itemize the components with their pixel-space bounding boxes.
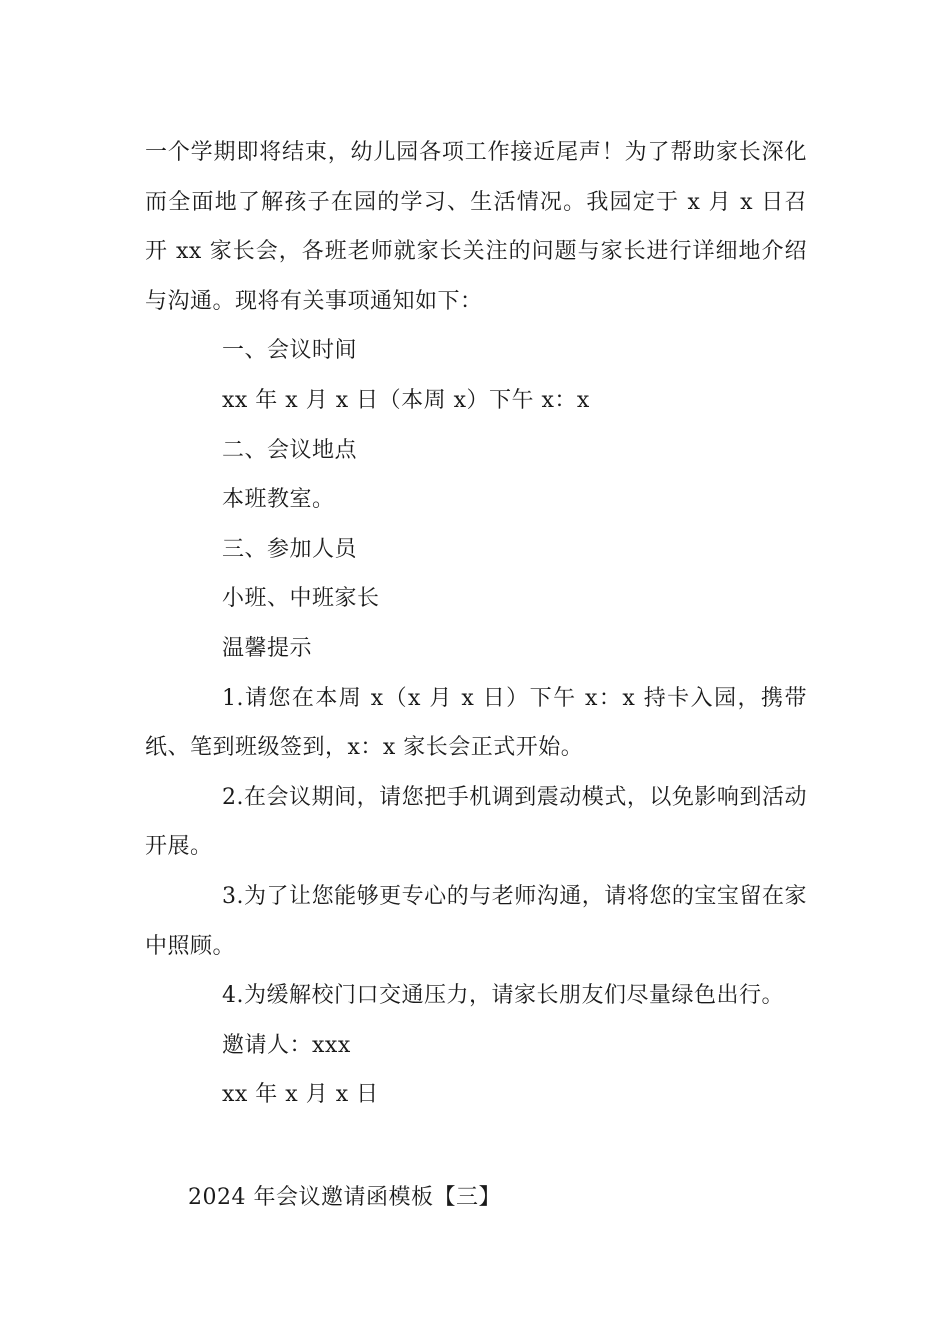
tip-item-1: 1.请您在本周 x（x 月 x 日）下午 x：x 持卡入园，携带纸、笔到班级签到，x：x 家长会正式开始。 bbox=[145, 685, 807, 761]
document-body bbox=[145, 128, 807, 1120]
date-line: xx 年 x 月 x 日 bbox=[222, 1082, 379, 1108]
section-content-attendees: 小班、中班家长 bbox=[222, 586, 380, 612]
section-heading-attendees: 三、参加人员 bbox=[222, 536, 358, 562]
tip-item-4: 4.为缓解校门口交通压力，请家长朋友们尽量绿色出行。 bbox=[222, 983, 784, 1009]
section-heading-location: 二、会议地点 bbox=[222, 437, 358, 463]
section-content-location: 本班教室。 bbox=[222, 487, 335, 513]
tip-item-2: 2.在会议期间，请您把手机调到震动模式，以免影响到活动开展。 bbox=[145, 784, 807, 860]
inviter-line: 邀请人：xxx bbox=[222, 1032, 351, 1058]
next-template-title: 2024 年会议邀请函模板【三】 bbox=[188, 1185, 501, 1210]
section-content-time: xx 年 x 月 x 日（本周 x）下午 x：x bbox=[222, 387, 590, 413]
tip-item-3: 3.为了让您能够更专心的与老师沟通，请将您的宝宝留在家中照顾。 bbox=[145, 883, 807, 959]
intro-paragraph: 一个学期即将结束，幼儿园各项工作接近尾声！为了帮助家长深化而全面地了解孩子在园的学习、生活情况。我园定于 x 月 x 日召开 xx 家长会，各班老师就家长关注的问题与家长进行详细地介绍与沟通。现将有关事项通知如下： bbox=[145, 140, 807, 314]
tips-heading: 温馨提示 bbox=[222, 635, 313, 661]
section-heading-time: 一、会议时间 bbox=[222, 338, 358, 364]
